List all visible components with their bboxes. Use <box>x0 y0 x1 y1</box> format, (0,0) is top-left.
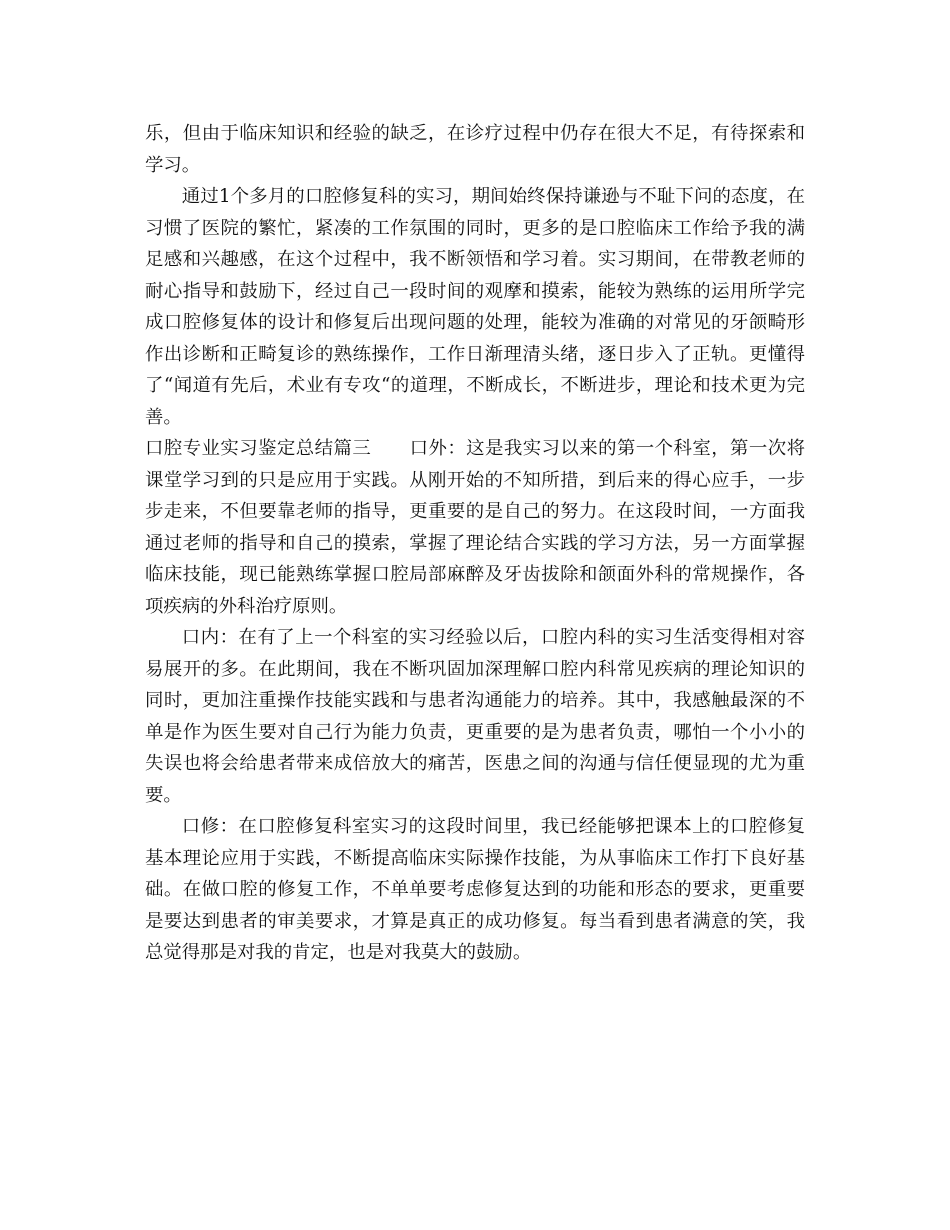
section-title: 口腔专业实习鉴定总结篇三 <box>145 438 372 459</box>
paragraph-continued: 乐，但由于临床知识和经验的缺乏，在诊疗过程中仍存在很大不足，有待探索和学习。 <box>145 123 805 176</box>
paragraph-section-three <box>145 433 805 622</box>
paragraph-internal-dept: 口内：在有了上一个科室的实习经验以后，口腔内科的实习生活变得相对容易展开的多。在此期间，我在不断巩固加深理解口腔内科常见疾病的理论知识的同时，更加注重操作技能实践和与患者沟通能力的培养。其中，我感触最深的不单是作为医生要对自己行为能力负责，更重要的是为患者负责，哪怕一个小小的失误也将会给患者带来成倍放大的痛苦，医患之间的沟通与信任便显现的尤为重要。 <box>145 627 805 806</box>
paragraph-external-dept: 口外：这是我实习以来的第一个科室，第一次将课堂学习到的只是应用于实践。从刚开始的不知所措，到后来的得心应手，一步步走来，不但要靠老师的指导，更重要的是自己的努力。在这段时间，一方面我通过老师的指导和自己的摸索，掌握了理论结合实践的学习方法，另一方面掌握临床技能，现已能熟练掌握口腔局部麻醉及牙齿拔除和颌面外科的常规操作，各项疾病的外科治疗原则。 <box>145 438 805 617</box>
paragraph-repair-internship: 通过1个多月的口腔修复科的实习，期间始终保持谦逊与不耻下问的态度，在习惯了医院的繁忙，紧凑的工作氛围的同时，更多的是口腔临床工作给予我的满足感和兴趣感，在这个过程中，我不断领悟和学习着。实习期间，在带教老师的耐心指导和鼓励下，经过自己一段时间的观摩和摸索，能较为熟练的运用所学完成口腔修复体的设计和修复后出现问题的处理，能较为准确的对常见的牙颌畸形作出诊断和正畸复诊的熟练操作，工作日渐理清头绪，逐日步入了正轨。更懂得了“闻道有先后，术业有专攻“的道理，不断成长，不断进步，理论和技术更为完善。 <box>145 186 805 428</box>
paragraph-prosthodontics-dept: 口修：在口腔修复科室实习的这段时间里，我已经能够把课本上的口腔修复基本理论应用于实践，不断提高临床实际操作技能，为从事临床工作打下良好基础。在做口腔的修复工作，不单单要考虑修复达到的功能和形态的要求，更重要是要达到患者的审美要求，才算是真正的成功修复。每当看到患者满意的笑，我总觉得那是对我的肯定，也是对我莫大的鼓励。 <box>145 816 805 963</box>
document-page <box>145 118 805 969</box>
